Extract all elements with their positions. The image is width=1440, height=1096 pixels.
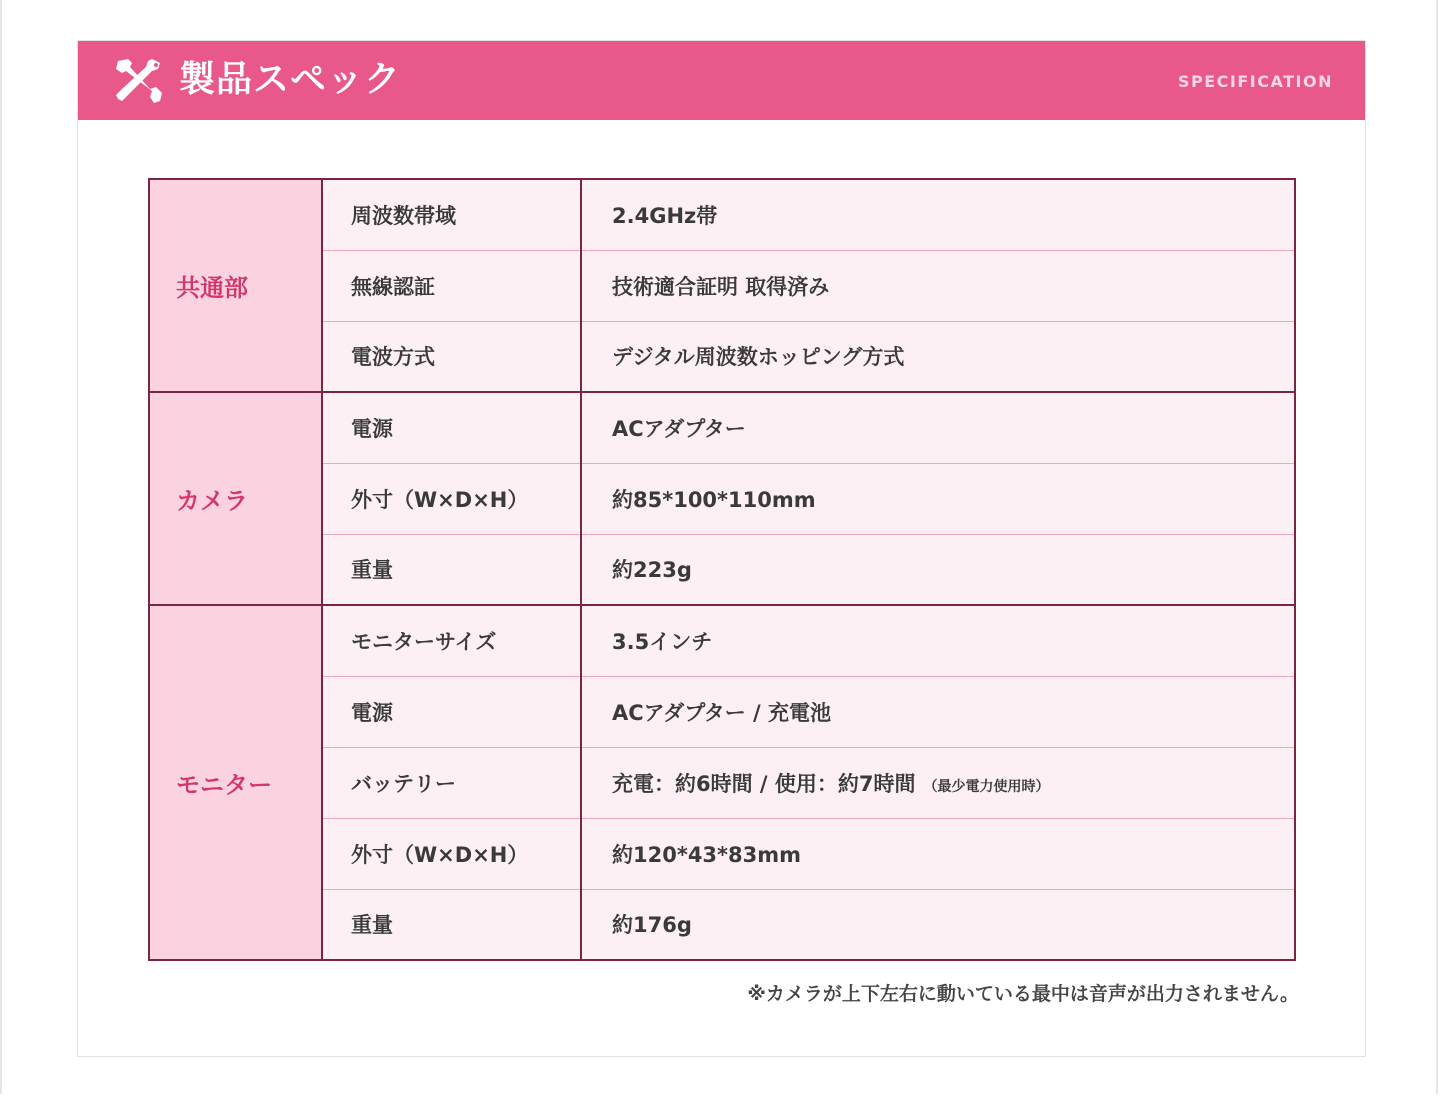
spec-label: 外寸（W×D×H） <box>322 463 581 534</box>
spec-label: 電源 <box>322 676 581 747</box>
spec-value-battery <box>581 747 1295 818</box>
spec-label: 電源 <box>322 392 581 463</box>
spec-label: 周波数帯域 <box>322 179 581 250</box>
page-subtitle: SPECIFICATION <box>1178 72 1333 91</box>
spec-label: 外寸（W×D×H） <box>322 818 581 889</box>
tools-icon <box>112 55 166 107</box>
spec-value: デジタル周波数ホッピング方式 <box>581 321 1295 392</box>
table-row <box>149 179 1295 250</box>
spec-value: 約223g <box>581 534 1295 605</box>
spec-value: 約120*43*83mm <box>581 818 1295 889</box>
spec-table <box>148 178 1296 961</box>
category-cell: 共通部 <box>149 179 322 392</box>
category-cell: モニター <box>149 605 322 960</box>
spec-label: 無線認証 <box>322 250 581 321</box>
spec-value: 充電：約6時間 / 使用：約7時間 <box>612 771 916 796</box>
spec-value: 技術適合証明 取得済み <box>581 250 1295 321</box>
spec-header <box>78 41 1365 120</box>
spec-value-note: （最少電力使用時） <box>923 778 1050 795</box>
footnote: ※カメラが上下左右に動いている最中は音声が出力されません。 <box>747 983 1299 1005</box>
spec-label: 電波方式 <box>322 321 581 392</box>
page-title: 製品スペック <box>179 59 402 100</box>
spec-label: 重量 <box>322 534 581 605</box>
spec-label: バッテリー <box>322 747 581 818</box>
spec-value: 3.5インチ <box>581 605 1295 676</box>
spec-value: 約85*100*110mm <box>581 463 1295 534</box>
table-row <box>149 392 1295 463</box>
spec-value: 約176g <box>581 889 1295 960</box>
spec-label: モニターサイズ <box>322 605 581 676</box>
spec-value: ACアダプター / 充電池 <box>581 676 1295 747</box>
spec-label: 重量 <box>322 889 581 960</box>
category-cell: カメラ <box>149 392 322 605</box>
spec-value: 2.4GHz帯 <box>581 179 1295 250</box>
table-row <box>149 605 1295 676</box>
spec-panel <box>77 40 1366 1057</box>
spec-value: ACアダプター <box>581 392 1295 463</box>
